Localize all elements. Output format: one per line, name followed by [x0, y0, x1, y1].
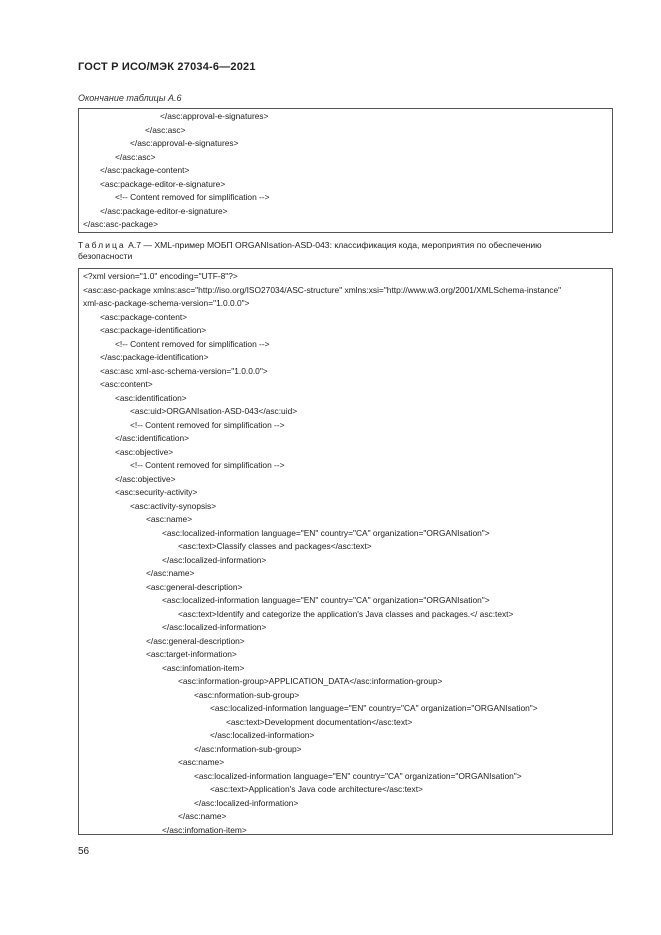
- code-line: </asc:approval-e-signatures>: [130, 138, 239, 148]
- code-line: </asc:package-editor-e-signature>: [100, 205, 228, 216]
- code-line: </asc:name>: [178, 811, 227, 821]
- code-line: <asc:localized-information language="EN" country="CA" organization="ORGANIsation">: [162, 527, 490, 538]
- code-line: <asc:text>Identify and categorize the application's Java classes and packages.</ asc:text>: [178, 608, 514, 619]
- code-line: <?xml version="1.0" encoding="UTF-8"?>: [83, 271, 238, 281]
- code-line: </asc:infomation-item>: [162, 824, 247, 835]
- continuation-caption: Окончание таблицы А.6: [78, 93, 182, 103]
- code-line: <asc:information-group>APPLICATION_DATA</asc:information-group>: [178, 676, 443, 686]
- code-line: <asc:package-content>: [100, 311, 188, 322]
- code-line: </asc:localized-information>: [194, 797, 299, 808]
- code-line: <asc:localized-information language="EN" country="CA" organization="ORGANIsation">: [162, 595, 490, 605]
- code-line: </asc:nformation-sub-group>: [194, 743, 302, 754]
- code-line: <asc:package-editor-e-signature>: [100, 178, 226, 189]
- code-line: <asc:localized-information language="EN" country="CA" organization="ORGANIsation">: [210, 703, 538, 713]
- code-line: </asc:general-description>: [146, 635, 245, 646]
- code-line: <asc:objective>: [115, 446, 174, 457]
- code-line: <!-- Content removed for simplification -->: [130, 460, 285, 470]
- code-line: </asc:package-content>: [100, 165, 190, 175]
- code-line: </asc:localized-information>: [162, 554, 267, 565]
- table-title-line2: безопасности: [78, 251, 133, 261]
- code-line: <asc:general-description>: [146, 581, 243, 592]
- document-header: ГОСТ Р ИСО/МЭК 27034-6—2021: [78, 61, 256, 73]
- code-line: </asc:localized-information>: [210, 730, 315, 740]
- page-number: 56: [78, 846, 90, 857]
- code-line: </asc:localized-information>: [162, 622, 267, 632]
- code-line: <asc:name>: [178, 757, 225, 767]
- code-line: </asc:asc>: [145, 124, 186, 135]
- code-line: <!-- Content removed for simplification -->: [130, 419, 285, 430]
- code-line: <asc:uid>ORGANIsation-ASD-043</asc:uid>: [130, 406, 298, 416]
- table-a7-title: [78, 240, 618, 262]
- code-line: </asc:approval-e-signatures>: [160, 111, 269, 121]
- code-line: <!-- Content removed for simplification -->: [115, 338, 270, 349]
- code-line: <!-- Content removed for simplification -->: [115, 192, 270, 202]
- code-line: <asc:identification>: [115, 392, 187, 403]
- code-line: <asc:package-identification>: [100, 325, 207, 335]
- code-line: <asc:text>Classify classes and packages</asc:text>: [178, 541, 372, 551]
- code-line: </asc:asc-package>: [83, 219, 158, 229]
- code-line: <asc:localized-information language="EN" country="CA" organization="ORGANIsation">: [194, 770, 522, 781]
- code-line: <asc:target-information>: [146, 649, 237, 659]
- code-line: <asc:nformation-sub-group>: [194, 689, 300, 700]
- code-line: <asc:name>: [146, 514, 193, 524]
- code-line: </asc:identification>: [115, 433, 190, 443]
- code-line: <asc:content>: [100, 379, 153, 389]
- code-line: </asc:asc>: [115, 151, 156, 162]
- table-title-text: А.7 — XML-пример МОБП ORGANIsation-ASD-043: классификация кода, мероприятия по обеспечению: [125, 240, 542, 250]
- code-line: <asc:text>Development documentation</asc:text>: [226, 716, 413, 727]
- code-line: <asc:security-activity>: [115, 487, 198, 497]
- code-line: </asc:objective>: [115, 473, 176, 484]
- code-line: </asc:name>: [146, 568, 195, 578]
- code-line: </asc:package-identification>: [100, 352, 209, 362]
- code-line: <asc:asc xml-asc-schema-version="1.0.0.0">: [100, 365, 268, 376]
- code-line: <asc:infomation-item>: [162, 662, 245, 673]
- table-label: Таблица: [78, 240, 126, 250]
- code-line: <asc:asc-package xmlns:asc="http://iso.org/ISO27034/ASC-structure" xmlns:xsi="http://www.w3.org/2001/XMLSchema-instance": [83, 284, 562, 295]
- code-line: <asc:text>Application's Java code architecture</asc:text>: [210, 784, 423, 794]
- code-line: xml-asc-package-schema-version="1.0.0.0">: [83, 298, 250, 308]
- code-line: <asc:activity-synopsis>: [130, 500, 217, 511]
